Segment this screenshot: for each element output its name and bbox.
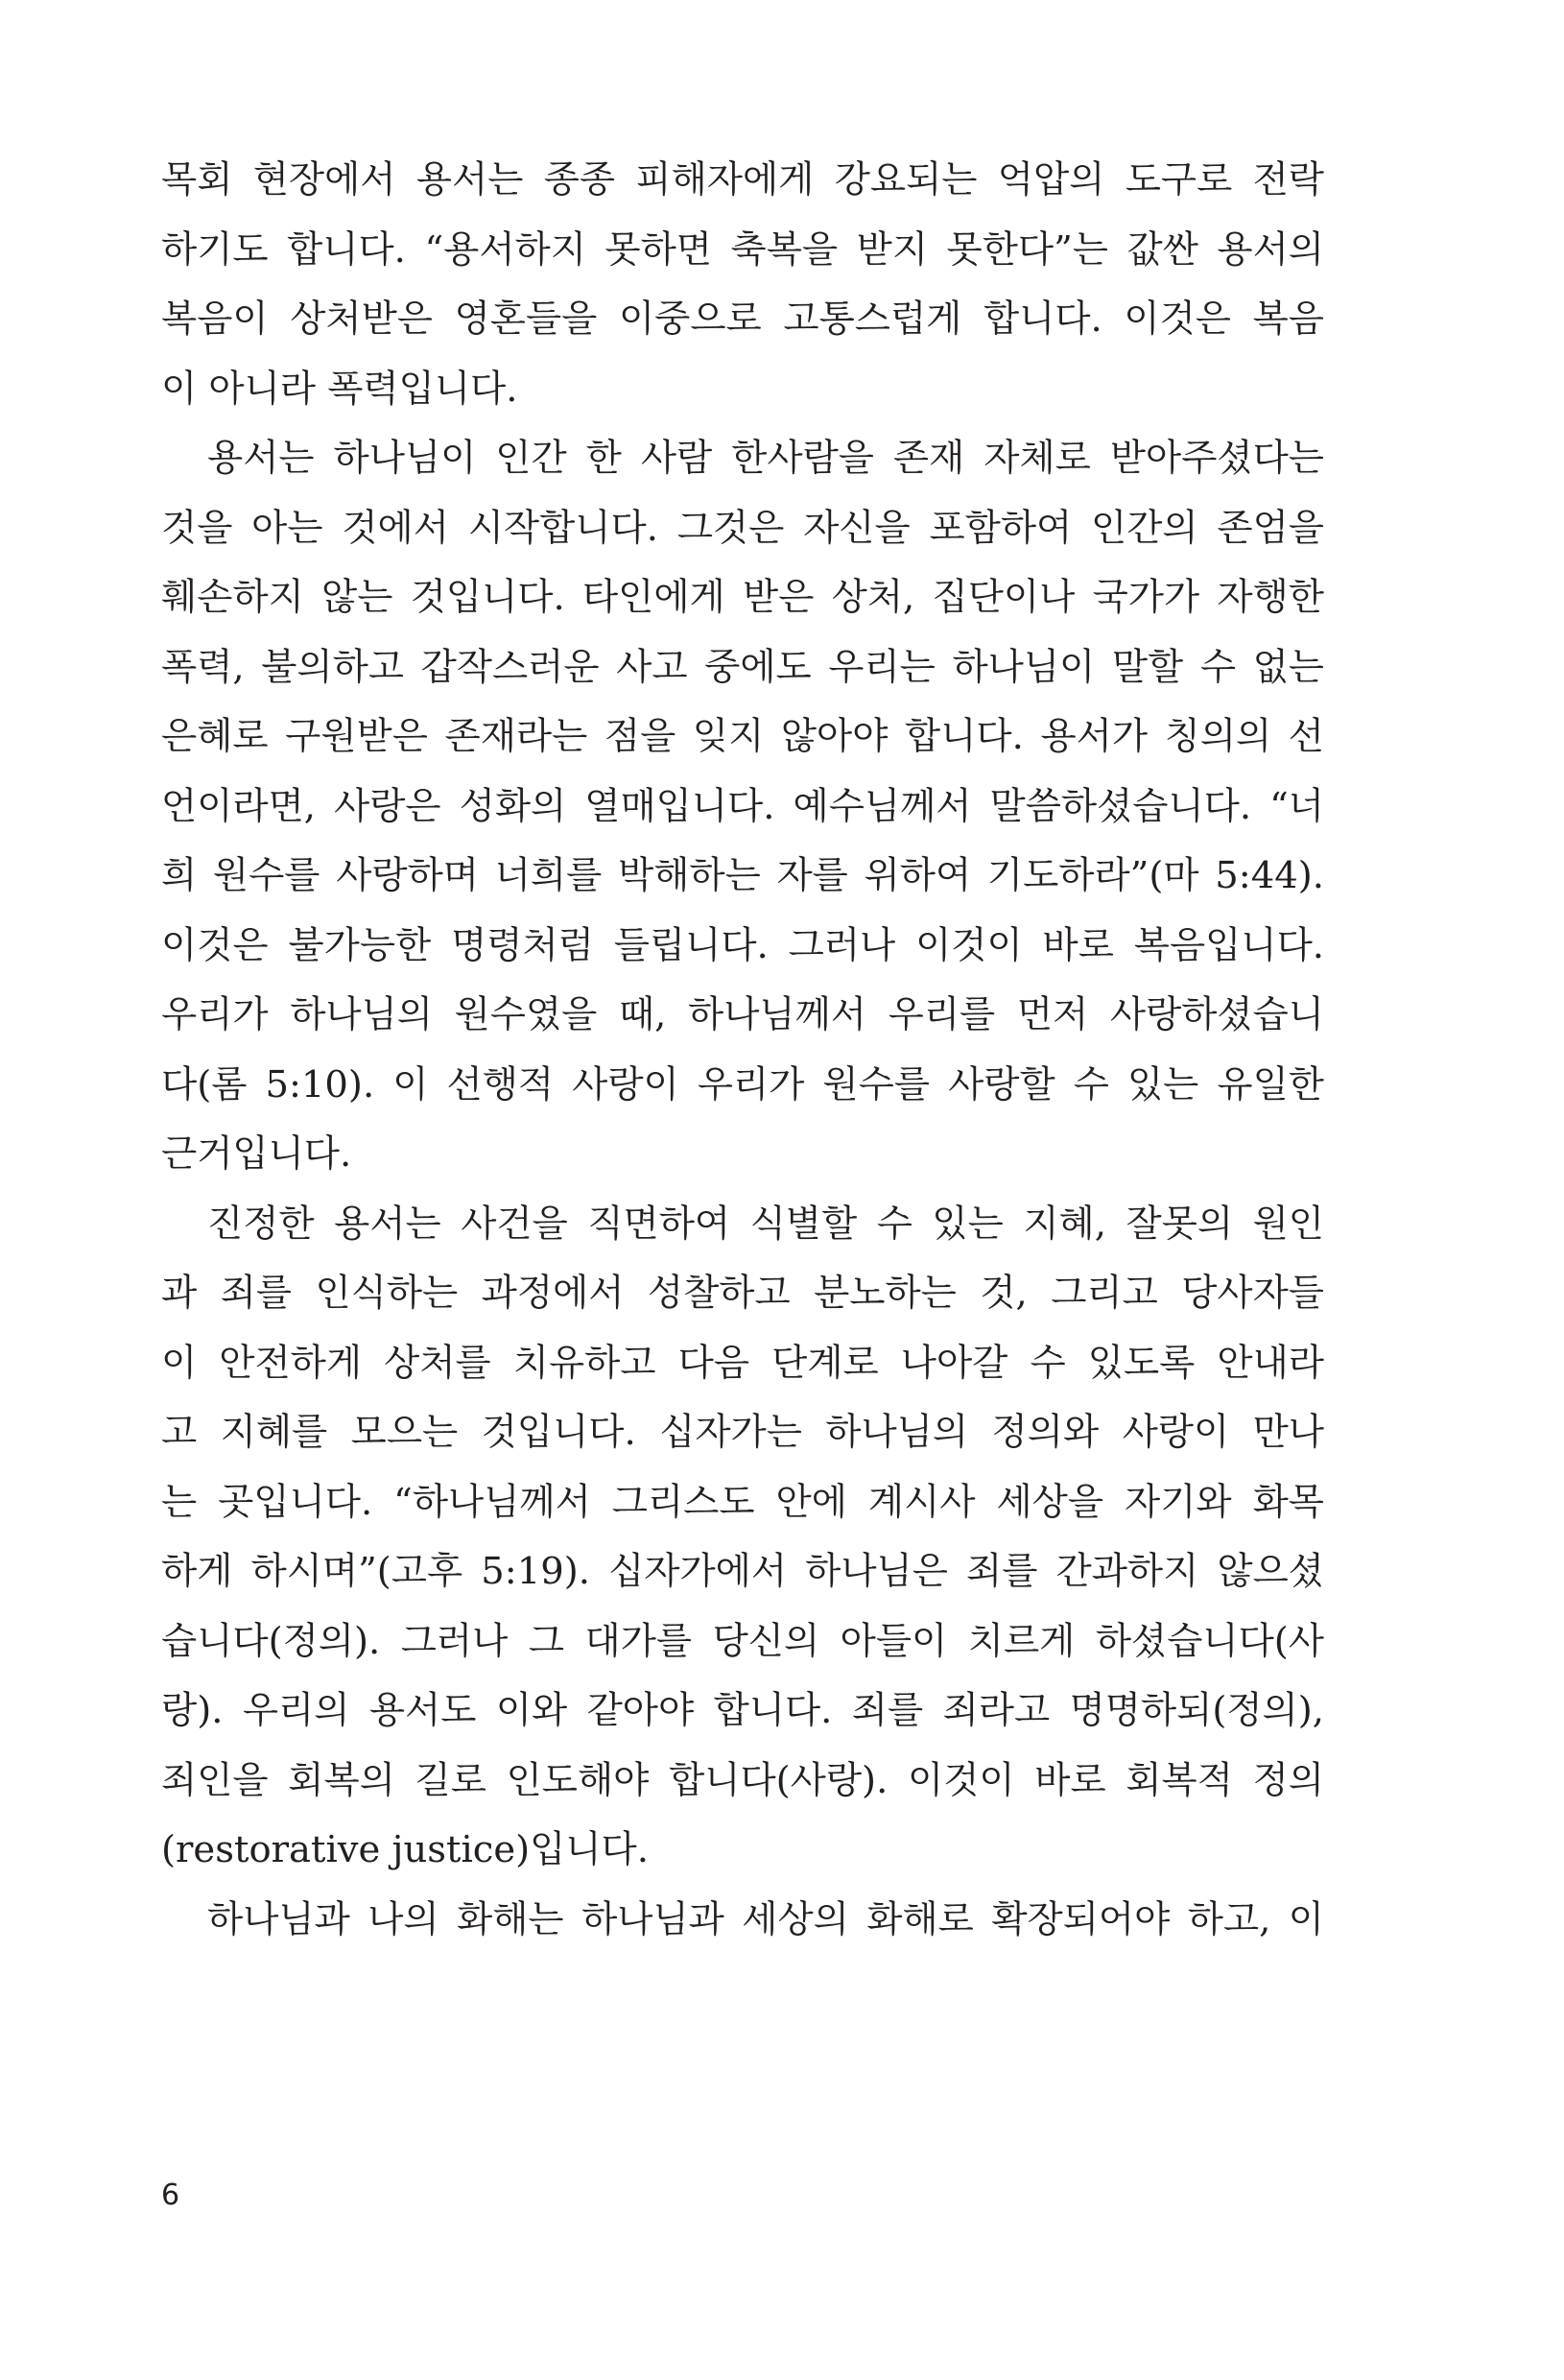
text-line: 하나님과 나의 화해는 하나님과 세상의 화해로 확장되어야 하고, 이 xyxy=(207,1897,1324,1941)
text-line: 용서는 하나님이 인간 한 사람 한사람을 존재 자체로 받아주셨다는 xyxy=(207,437,1324,480)
text-line: (restorative justice)입니다. xyxy=(161,1828,649,1871)
text-line: 복음이 상처받은 영혼들을 이중으로 고통스럽게 합니다. 이것은 복음 xyxy=(161,298,1324,341)
text-line: 하기도 합니다. “용서하지 못하면 축복을 받지 못한다”는 값싼 용서의 xyxy=(161,227,1324,272)
text-line: 우리가 하나님의 원수였을 때, 하나님께서 우리를 먼저 사랑하셨습니 xyxy=(161,993,1324,1036)
text-line: 이것은 불가능한 명령처럼 들립니다. 그러나 이것이 바로 복음입니다. xyxy=(161,923,1324,967)
text-line: 목회 현장에서 용서는 종종 피해자에게 강요되는 억압의 도구로 전락 xyxy=(161,158,1324,202)
text-line: 근거입니다. xyxy=(161,1132,352,1176)
text-line: 고 지혜를 모으는 것입니다. 십자가는 하나님의 정의와 사랑이 만나 xyxy=(161,1411,1324,1454)
text-line: 다(롬 5:10). 이 선행적 사랑이 우리가 원수를 사랑할 수 있는 유일한 xyxy=(161,1062,1324,1107)
text-line: 과 죄를 인식하는 과정에서 성찰하고 분노하는 것, 그리고 당사자들 xyxy=(161,1272,1324,1315)
text-line: 랑). 우리의 용서도 이와 같아야 합니다. 죄를 죄라고 명명하되(정의), xyxy=(161,1689,1324,1732)
text-line: 이 아니라 폭력입니다. xyxy=(161,367,518,411)
text-line: 이 안전하게 상처를 치유하고 다음 단계로 나아갈 수 있도록 안내라 xyxy=(161,1341,1324,1385)
text-line: 것을 아는 것에서 시작합니다. 그것은 자신을 포함하여 인간의 존엄을 xyxy=(161,506,1324,550)
text-line: 죄인을 회복의 길로 인도해야 합니다(사랑). 이것이 바로 회복적 정의 xyxy=(161,1758,1324,1802)
text-line: 훼손하지 않는 것입니다. 타인에게 받은 상처, 집단이나 국가가 자행한 xyxy=(161,576,1324,619)
text-line: 하게 하시며”(고후 5:19). 십자가에서 하나님은 죄를 간과하지 않으셨 xyxy=(161,1550,1324,1593)
text-line: 습니다(정의). 그러나 그 대가를 당신의 아들이 치르게 하셨습니다(사 xyxy=(161,1619,1324,1663)
text-line: 언이라면, 사랑은 성화의 열매입니다. 예수님께서 말씀하셨습니다. “너 xyxy=(161,784,1324,828)
page-number: 6 xyxy=(161,2178,180,2212)
text-line: 희 원수를 사랑하며 너희를 박해하는 자를 위하여 기도하라”(마 5:44). xyxy=(161,854,1324,897)
body-text xyxy=(161,146,1324,1955)
text-line: 은혜로 구원받은 존재라는 점을 잊지 않아야 합니다. 용서가 칭의의 선 xyxy=(161,715,1324,758)
text-line: 진정한 용서는 사건을 직면하여 식별할 수 있는 지혜, 잘못의 원인 xyxy=(207,1202,1324,1246)
text-line: 는 곳입니다. “하나님께서 그리스도 안에 계시사 세상을 자기와 화목 xyxy=(161,1480,1324,1524)
text-line: 폭력, 불의하고 갑작스러운 사고 중에도 우리는 하나님이 말할 수 없는 xyxy=(161,645,1324,689)
